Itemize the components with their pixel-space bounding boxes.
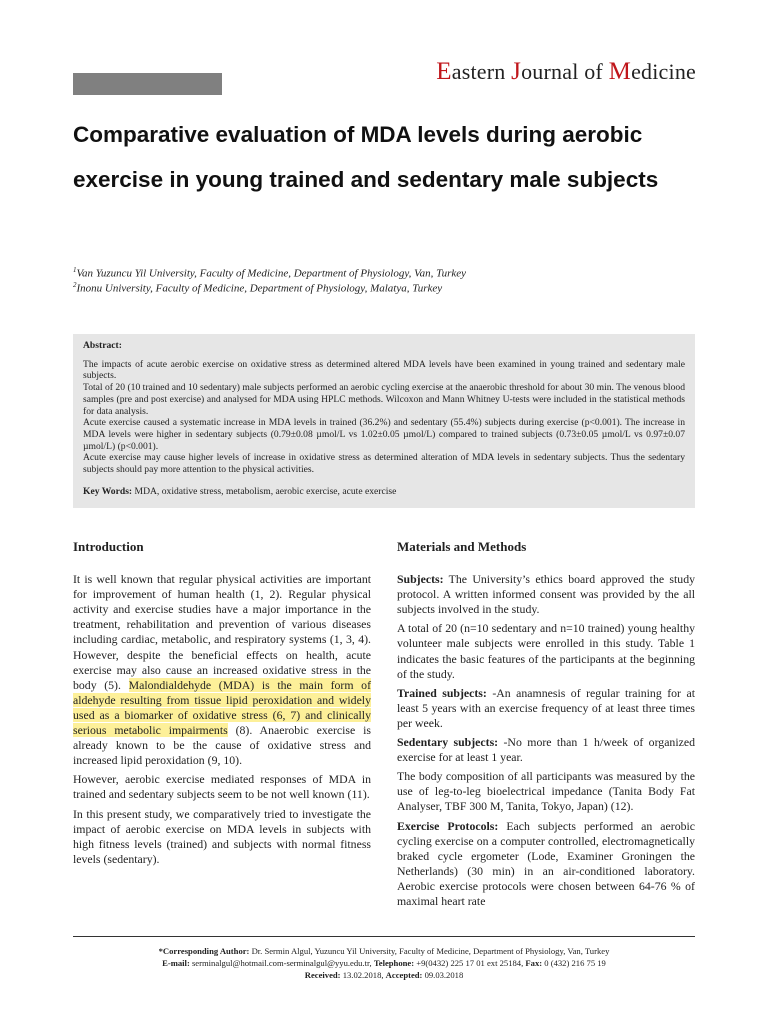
- affiliation-number: 1: [73, 266, 77, 274]
- dates-line: [73, 969, 695, 981]
- received-label: Received:: [304, 970, 341, 980]
- accepted-label: Accepted:: [385, 970, 423, 980]
- footer-divider: [73, 936, 695, 937]
- tel-label: Telephone:: [373, 958, 415, 968]
- introduction-column: [73, 536, 371, 871]
- methods-paragraph: A total of 20 (n=10 sedentary and n=10 trained) young healthy volunteer male subjects were enrolled in this study. Table 1 indicates the basic features of the participants at the beginning of the study.: [397, 621, 695, 681]
- journal-name-part: astern: [451, 59, 512, 84]
- intro-text: It is well known that regular physical activities are important for improvement of human health (1, 2). Regular physical activity and exercise studies have a major importance in the treatment, rehabilitation and prevention of various diseases including cardiac, metabolic, and respiratory systems (1, 3, 4). However, despite the beneficial effects on health, acute exercise may also cause an increased oxidative stress in the body (5).: [73, 572, 371, 692]
- affiliation-2: [73, 281, 713, 295]
- methods-paragraph: [397, 735, 695, 765]
- highlighted-text[interactable]: Malondialdehyde (MDA) is the main form of aldehyde resulting from tissue lipid peroxidation and widely used as a biomarker of oxidative stress (6, 7) and clinically serious metabolic impairments: [73, 677, 372, 738]
- title-line: Comparative evaluation of MDA levels during aerobic: [73, 122, 643, 147]
- trained-label: Trained subjects:: [397, 685, 487, 700]
- methods-column: [397, 536, 695, 913]
- affiliation-number: 2: [73, 281, 77, 289]
- methods-paragraph: [397, 572, 695, 617]
- protocols-label: Exercise Protocols:: [397, 818, 499, 833]
- fax-label: Fax:: [525, 958, 543, 968]
- keywords-label: Key Words:: [83, 485, 133, 497]
- keywords-text: MDA, oxidative stress, metabolism, aerobic exercise, acute exercise: [134, 485, 397, 497]
- subjects-label: Subjects:: [397, 572, 444, 587]
- intro-paragraph: In this present study, we comparatively tried to investigate the impact of aerobic exercise on MDA levels in subjects with high fitness levels (trained) and subjects with normal fitness levels (sedentary).: [73, 806, 371, 866]
- footer: [73, 945, 695, 981]
- title-line: exercise in young trained and sedentary male subjects: [73, 167, 659, 192]
- abstract-paragraph: The impacts of acute aerobic exercise on oxidative stress as determined altered MDA levels have been examined in young trained and sedentary male subjects.: [83, 358, 685, 382]
- trained-text: -An anamnesis of regular training for at least 5 years with an exercise frequency of at least three times per week.: [397, 685, 695, 730]
- email-label: E-mail:: [162, 958, 190, 968]
- subjects-text: The University’s ethics board approved the study protocol. A written informed consent was provided by the all subjects involved in the study.: [397, 572, 695, 617]
- sedentary-text: -No more than 1 h/week of organized exercise for at least 1 year.: [397, 735, 695, 765]
- abstract-paragraph: Total of 20 (10 trained and 10 sedentary) male subjects performed an aerobic cycling exercise at the anaerobic threshold for about 30 min. The venous blood samples (pre and post exercise) and analysed for MDA using HPLC methods. Wilcoxon and Mann Whitney U-tests were included in the statistical methods for data analysis.: [83, 382, 685, 417]
- journal-initial: E: [436, 58, 452, 85]
- intro-text: (8). Anaerobic exercise is already known to be the cause of oxidative stress and increased lipid peroxidation (9, 10).: [73, 723, 371, 768]
- email-text[interactable]: serminalgul@hotmail.com-serminalgul@yyu.edu.tr,: [189, 958, 372, 968]
- abstract-paragraph: Acute exercise caused a systematic increase in MDA levels in trained (36.2%) and sedentary (55.4%) subjects during exercise (p<0.001). The increase in MDA levels were higher in sedentary subjects (0.79±0.08 µmol/L vs 1.02±0.05 µmol/L) compared to trained subjects (0.73±0.05 µmol/L vs 0.97±0.07 µmol/L) (p<0.001).: [83, 417, 685, 452]
- abstract-heading: Abstract:: [83, 340, 122, 351]
- section-heading-introduction: Introduction: [73, 539, 144, 554]
- article-title: [73, 112, 713, 202]
- sedentary-label: Sedentary subjects:: [397, 735, 499, 750]
- corr-label: *Corresponding Author:: [158, 946, 250, 956]
- journal-name: [436, 58, 696, 86]
- tel-text: +9(0432) 225 17 01 ext 25184,: [414, 958, 524, 968]
- section-heading-methods: Materials and Methods: [397, 539, 527, 554]
- journal-initial: J: [511, 58, 522, 85]
- journal-name-part: edicine: [631, 59, 696, 84]
- corr-text: Dr. Sermin Algul, Yuzuncu Yil University, Faculty of Medicine, Department of Physiology, Van, Turkey: [249, 946, 610, 956]
- header-gray-bar: [73, 73, 222, 95]
- received-text: 13.02.2018,: [340, 970, 384, 980]
- affiliation-text: Van Yuzuncu Yil University, Faculty of Medicine, Department of Physiology, Van, Turkey: [76, 267, 467, 280]
- journal-initial: M: [608, 58, 632, 85]
- journal-name-part: ournal of: [521, 59, 609, 84]
- fax-text: 0 (432) 216 75 19: [542, 958, 606, 968]
- methods-paragraph: [397, 819, 695, 910]
- intro-paragraph: [73, 572, 371, 768]
- intro-paragraph: However, aerobic exercise mediated responses of MDA in trained and sedentary subjects seem to be not well known (11).: [73, 772, 371, 802]
- contact-line: [73, 957, 695, 969]
- protocols-text: Each subjects performed an aerobic cycling exercise on a computer controlled, electromagnetically braked cycle ergometer (Lode, Examiner Groningen the Netherlands) (30 min) in an air-conditioned laboratory. Aerobic exercise protocols were chosen between 64-76 % of maximal heart rate: [397, 818, 696, 908]
- keywords: [83, 486, 685, 498]
- methods-paragraph: The body composition of all participants was measured by the use of leg-to-leg bioelectrical impedance (Tanita Body Fat Analyser, TBF 300 M, Tanita, Tokyo, Japan) (12).: [397, 769, 695, 814]
- abstract-box: [73, 334, 695, 508]
- affiliation-1: [73, 266, 713, 280]
- methods-paragraph: [397, 686, 695, 731]
- abstract-paragraph: Acute exercise may cause higher levels of increase in oxidative stress as determined alteration of MDA levels in sedentary subjects. Thus the sedentary subjects should pay more attention to the physical activities.: [83, 452, 685, 476]
- corresponding-author: [73, 945, 695, 957]
- affiliation-text: Inonu University, Faculty of Medicine, Department of Physiology, Malatya, Turkey: [76, 282, 443, 295]
- accepted-text: 09.03.2018: [422, 970, 464, 980]
